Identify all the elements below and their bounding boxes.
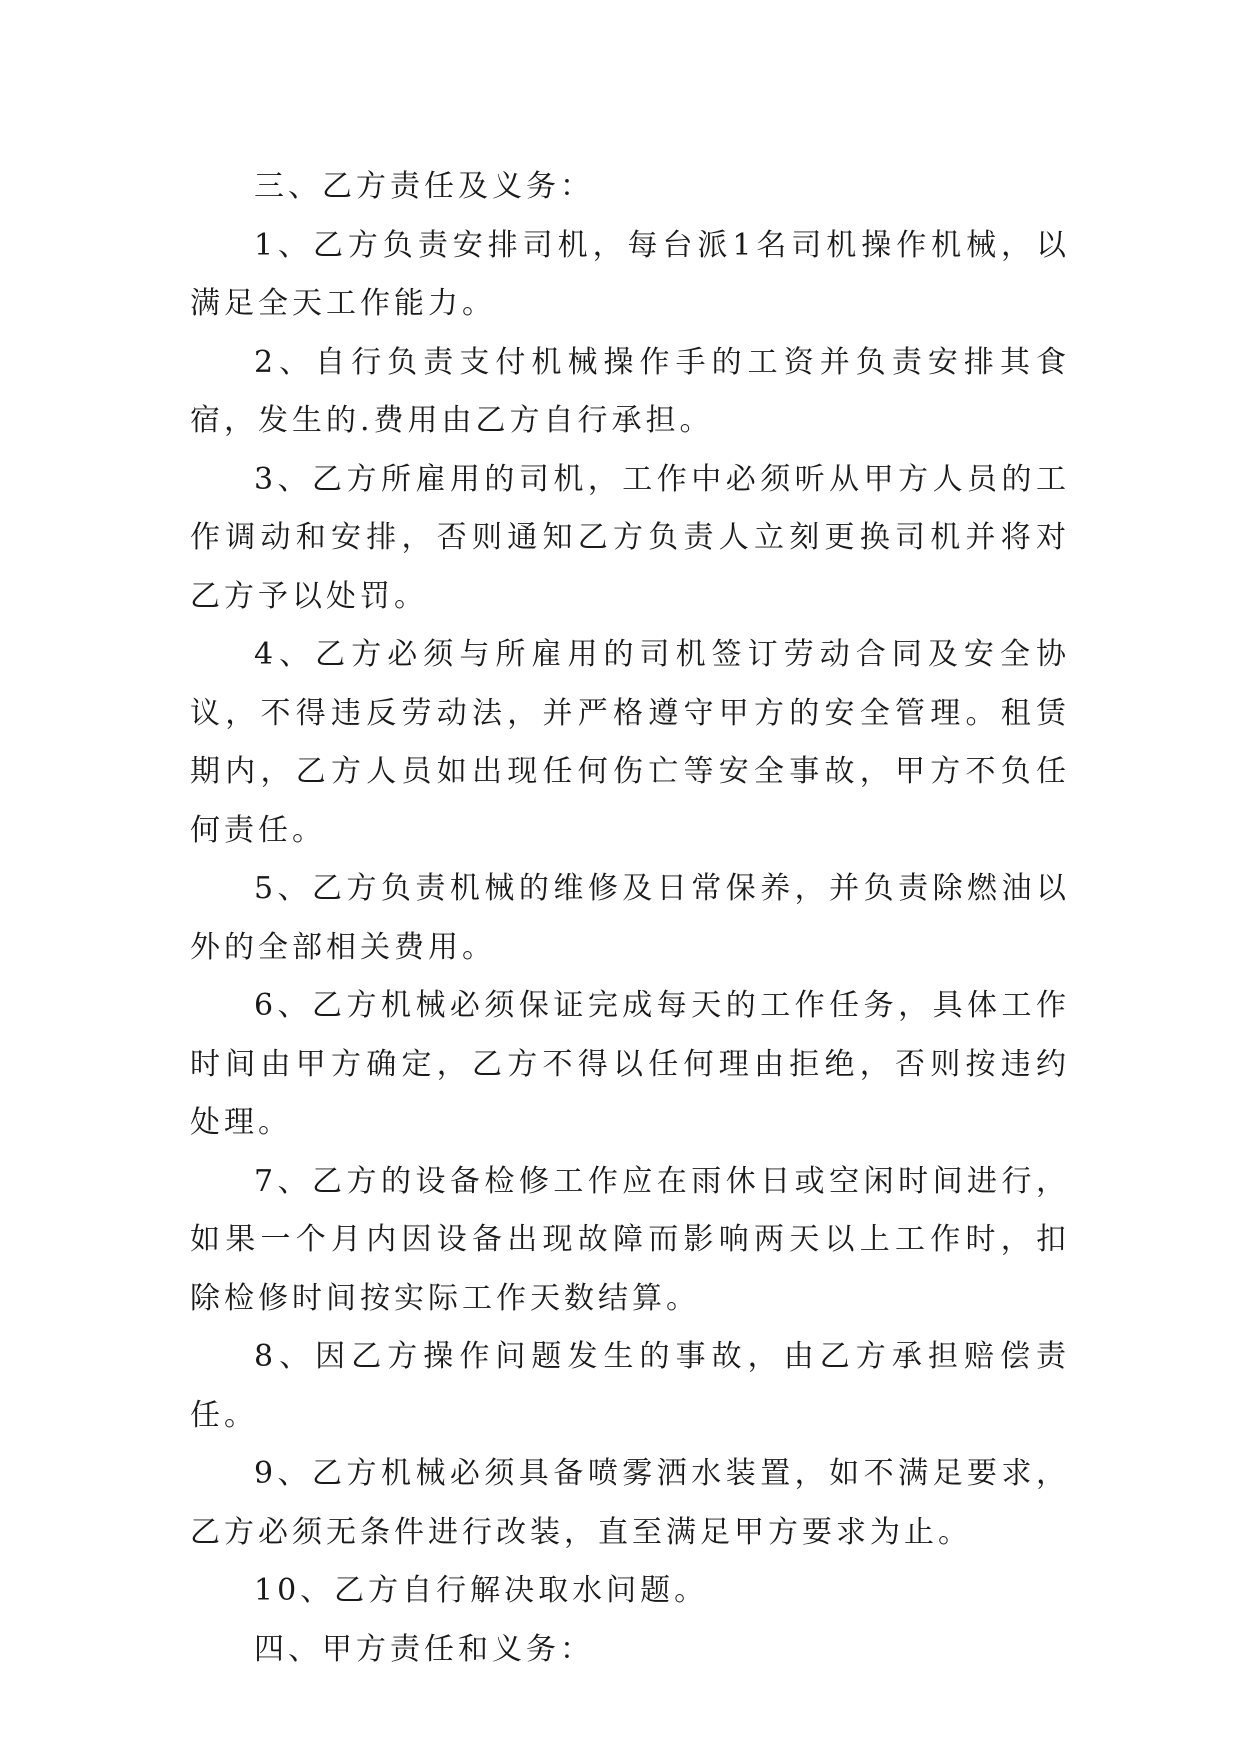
clause-8-accident-liability: 8、因乙方操作问题发生的事故，由乙方承担赔偿责任。 <box>190 1339 1070 1433</box>
section-heading-party-a-duties: 四、甲方责任和义务： <box>254 1631 594 1667</box>
clause-6-daily-tasks: 6、乙方机械必须保证完成每天的工作任务，具体工作时间由甲方确定，乙方不得以任何理由拒绝，否则按违约处理。 <box>190 988 1070 1140</box>
clause-1-drivers: 1、乙方负责安排司机，每台派1名司机操作机械，以满足全天工作能力。 <box>190 227 1070 321</box>
clause-2-wages: 2、自行负责支付机械操作手的工资并负责安排其食宿，发生的.费用由乙方自行承担。 <box>190 344 1070 438</box>
clause-7-equipment-repair: 7、乙方的设备检修工作应在雨休日或空闲时间进行，如果一个月内因设备出现故障而影响两天以上工作时，扣除检修时间按实际工作天数结算。 <box>190 1163 1070 1316</box>
section-heading-party-b-duties: 三、乙方责任及义务： <box>254 169 594 204</box>
clause-9-spray-device: 9、乙方机械必须具备喷雾洒水装置，如不满足要求，乙方必须无条件进行改装，直至满足甲方要求为止。 <box>190 1456 1070 1550</box>
clause-4-labor-contract: 4、乙方必须与所雇用的司机签订劳动合同及安全协议，不得违反劳动法，并严格遵守甲方的安全管理。租赁期内，乙方人员如出现任何伤亡等安全事故，甲方不负任何责任。 <box>190 637 1070 848</box>
document-body <box>190 158 1070 1679</box>
clause-5-maintenance: 5、乙方负责机械的维修及日常保养，并负责除燃油以外的全部相关费用。 <box>190 871 1070 965</box>
clause-10-water-supply: 10、乙方自行解决取水问题。 <box>254 1573 709 1608</box>
clause-3-driver-obedience: 3、乙方所雇用的司机，工作中必须听从甲方人员的工作调动和安排，否则通知乙方负责人立刻更换司机并将对乙方予以处罚。 <box>190 461 1070 614</box>
